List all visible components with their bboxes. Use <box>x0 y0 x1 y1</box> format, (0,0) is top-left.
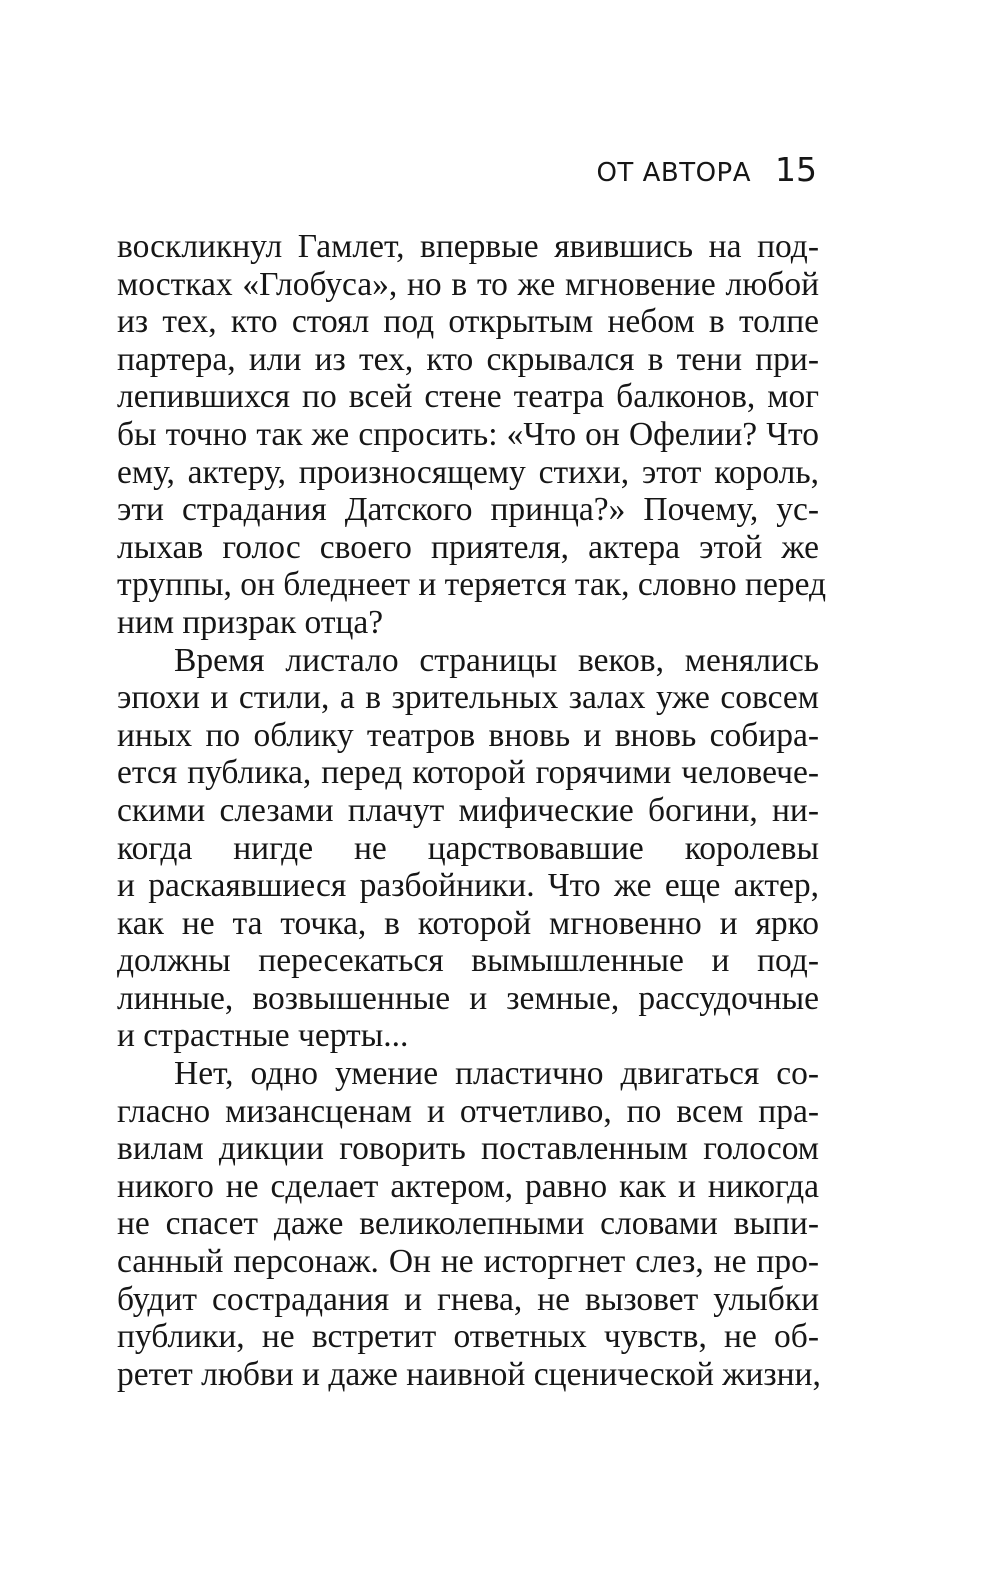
text-line: воскликнул Гамлет, впервые явившись на под- <box>117 228 819 265</box>
text-line: мостках «Глобуса», но в то же мгновение любой <box>117 265 819 303</box>
text-line: линные, возвышенные и земные, рассудочные <box>117 979 819 1017</box>
text-line: ему, актеру, произносящему стихи, этот король, <box>117 453 819 491</box>
page-number: 15 <box>775 150 817 189</box>
text-line: не спасет даже великолепными словами выпи- <box>117 1205 819 1243</box>
text-line: гласно мизансценам и отчетливо, по всем пра- <box>117 1092 819 1130</box>
text-line: эти страдания Датского принца?» Почему, ус- <box>117 491 819 529</box>
text-line: и раскаявшиеся разбойники. Что же еще актер, <box>117 867 819 905</box>
text-line: Нет, одно умение пластично двигаться со- <box>174 1055 819 1093</box>
text-line: как не та точка, в которой мгновенно и ярко <box>117 904 819 942</box>
paragraph-3 <box>117 1055 819 1393</box>
text-line: лыхав голос своего приятеля, актера этой же <box>117 528 819 566</box>
text-line: труппы, он бледнеет и теряется так, словно перед <box>117 566 827 604</box>
text-line: должны пересекаться вымышленные и под- <box>117 942 819 980</box>
text-line: ретет любви и даже наивной сценической жизни, <box>117 1355 821 1393</box>
text-line: и страстные черты... <box>117 1017 409 1055</box>
text-line: иных по облику театров вновь и вновь собира- <box>117 716 819 754</box>
text-line: скими слезами плачут мифические богини, ни- <box>117 791 819 829</box>
text-line: никого не сделает актером, равно как и никогда <box>117 1167 819 1205</box>
text-line: вилам дикции говорить поставленным голосом <box>117 1130 819 1168</box>
text-line: партера, или из тех, кто скрывался в тени при- <box>117 340 819 378</box>
page-header <box>596 150 817 194</box>
body-text <box>117 228 827 1393</box>
text-line: санный персонаж. Он не исторгнет слез, не про- <box>117 1243 819 1281</box>
text-line: ется публика, перед которой горячими человече- <box>117 754 819 792</box>
text-line: эпохи и стили, а в зрительных залах уже совсем <box>117 679 819 717</box>
text-line: бы точно так же спросить: «Что он Офелии? Что <box>117 415 819 453</box>
text-line: будит сострадания и гнева, не вызовет улыбки <box>117 1280 819 1318</box>
text-line: когда нигде не царствовавшие королевы <box>117 829 819 867</box>
paragraph-2 <box>117 642 819 1056</box>
running-title: ОТ АВТОРА <box>596 158 751 188</box>
paragraph-1 <box>117 228 827 642</box>
text-line: лепившихся по всей стене театра балконов, мог <box>117 378 819 416</box>
text-line: публики, не встретит ответных чувств, не об- <box>117 1318 819 1356</box>
text-line: ним призрак отца? <box>117 603 384 641</box>
text-line: из тех, кто стоял под открытым небом в толпе <box>117 303 819 341</box>
text-line: Время листало страницы веков, менялись <box>174 641 819 679</box>
